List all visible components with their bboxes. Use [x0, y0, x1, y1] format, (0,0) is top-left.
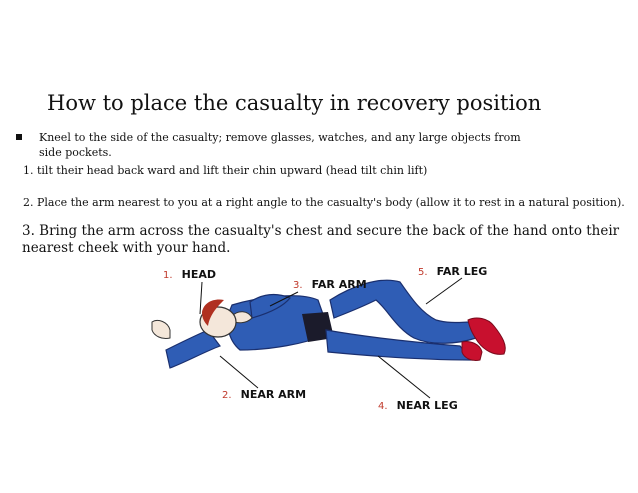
label-far-arm-num: 3.	[293, 280, 303, 291]
label-far-arm	[293, 273, 367, 292]
casualty-figure	[152, 280, 505, 368]
label-near-arm-num: 2.	[222, 390, 232, 401]
label-head	[163, 263, 216, 282]
label-near-arm-text: NEAR ARM	[240, 388, 307, 401]
label-near-leg-text: NEAR LEG	[396, 399, 458, 412]
label-far-leg	[418, 260, 487, 279]
label-near-leg-num: 4.	[378, 401, 388, 412]
far-leg-leader-line	[426, 278, 462, 304]
label-far-arm-text: FAR ARM	[311, 278, 367, 291]
step-2: 2. Place the arm nearest to you at a right angle to the casualty's body (allow it to rest in a natural position).	[23, 196, 625, 209]
near-hand	[152, 320, 170, 338]
step-1: 1. tilt their head back ward and lift their chin upward (head tilt chin lift)	[23, 164, 428, 177]
label-near-leg	[378, 394, 458, 413]
slide-title: How to place the casualty in recovery position	[47, 91, 542, 115]
label-head-text: HEAD	[181, 268, 217, 281]
head-leader-line	[200, 282, 202, 314]
label-far-leg-num: 5.	[418, 267, 428, 278]
label-near-arm	[222, 383, 306, 402]
label-far-leg-text: FAR LEG	[436, 265, 488, 278]
label-head-num: 1.	[163, 270, 173, 281]
bullet-text: Kneel to the side of the casualty; remove glasses, watches, and any large objects from side pockets.	[39, 131, 521, 159]
near-arm-leader-line	[220, 356, 258, 388]
near-leg-leader-line	[378, 356, 430, 398]
step-3: 3. Bring the arm across the casualty's chest and secure the back of the hand onto their nearest cheek with your hand.	[22, 223, 620, 256]
